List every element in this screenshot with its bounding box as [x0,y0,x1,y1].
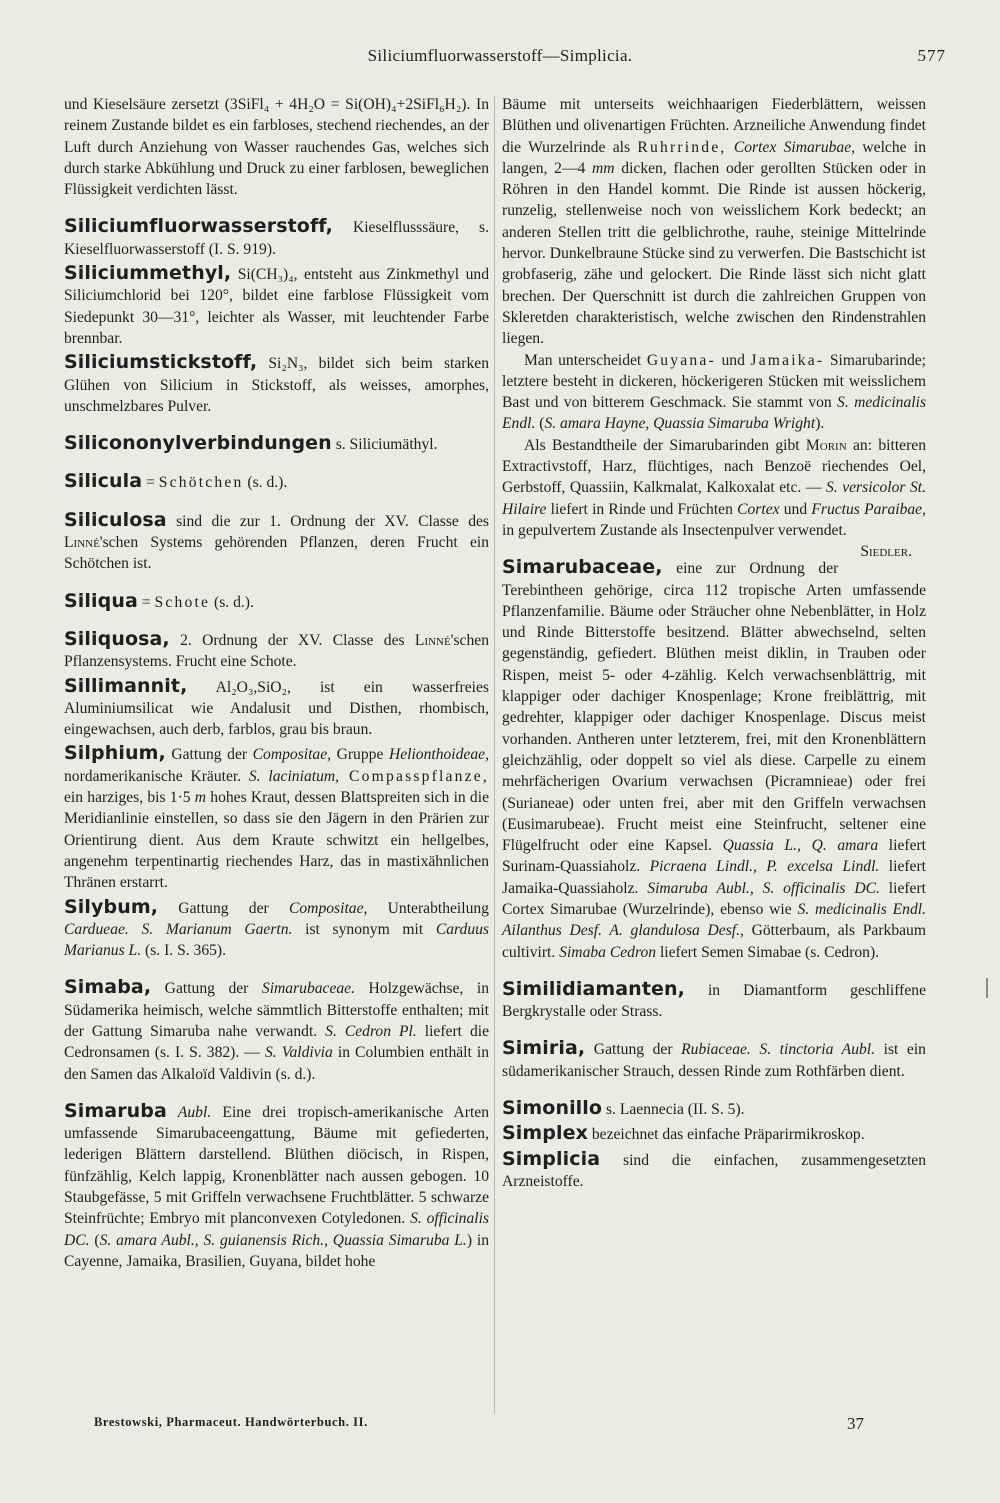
headword: Silicononylverbindungen [64,432,332,455]
entry-silybum: Silybum, Gattung der Compositae, Unterabtheilung Cardueae. S. Marianum Gaertn. ist synonym mit Carduus Marianus L. (s. I. S. 365). [64,895,490,960]
entry-silicononylverbindungen: Silicononylverbindungen s. Siliciumäthyl. [64,432,438,455]
left-column [64,94,489,1272]
headword: Siliciumfluorwasserstoff, [64,215,333,238]
headword: Simaruba [64,1099,167,1122]
author-signature: Siedler. [860,543,912,561]
headword: Simiria, [502,1037,586,1060]
footer-source: Brestowski, Pharmaceut. Handwörterbuch. II. [94,1415,368,1429]
right-column [502,94,926,1192]
entry-simplicia: Simplicia sind die einfachen, zusammengesetzten Arzneistoffe. [502,1147,926,1190]
paragraph-simarubarinde: Man unterscheidet Guyana- und Jamaika- Simarubarinde; letztere besteht in dickeren, höckerigeren Stücken mit weisslichem Bast und von bitterem Geschmack. Sie stammt von S. medicinalis Endl. (S. amara Hayne, Quassia Simaruba Wright). [502,351,927,433]
headword: Sillimannit, [64,674,188,697]
entry-sillimannit: Sillimannit, Al₂O₃,SiO₂, ist ein wasserfreies Aluminiumsilicat wie Andalusit und Disthen, rhombisch, eingewachsen, auch derb, farblos, grau bis braun. [64,674,489,739]
headword: Siliculosa [64,508,167,531]
signature-number: 37 [847,1414,864,1433]
entry-similidiamanten: Similidiamanten, in Diamantform geschliffene Bergkrystalle oder Strass. [502,977,926,1021]
headword: Siliciumstickstoff, [64,351,258,374]
paragraph-bestandtheile: Als Bestandtheile der Simarubarinden gibt Morin an: bitteren Extractivstoff, Harz, flüchtiges, nach Benzoë riechendes Oel, Gerbstoff, Quassiin, Kalkmalat, Kalkoxalat etc. — S. versicolor St. Hilaire liefert in Rinde und Früchten Cortex und Fructus Paraibae, in gepulvertem Zustande als Insectenpulver verwendet. Siedler. [502,435,926,541]
entry-siliculosa: Siliculosa sind die zur 1. Ordnung der XV. Classe des Linné'schen Systems gehörenden Pflanzen, deren Frucht ein Schötchen ist. [64,508,489,573]
entry-simaruba: Simaruba Aubl. Eine drei tropisch-amerikanische Arten umfassende Simarubaceengattung, Bäume mit gefiederten, lederigen Blättern darstellend. Blüthen diöcisch, in Rispen, fünfzählig, Kelch lappig, Kronenblätter nach aussen gebogen. 10 Staubgefässe, 5 mit Griffeln verwachsene Fruchtblätter. 5 schwarze Steinfrüchte; Embryo mit planconvexen Cotyledonen. S. officinalis DC. (S. amara Aubl., S. guianensis Rich., Quassia Simaruba L.) in Cayenne, Jamaika, Brasilien, Guyana, bildet hohe [64,1099,490,1270]
running-title: Siliciumfluorwasserstoff—Simplicia. [367,46,633,65]
headword: Siliciummethyl, [64,262,232,285]
entry-siliciumstickstoff: Siliciumstickstoff, Si₂N₃, bildet sich beim starken Glühen von Silicium in Stickstoff, als weisses, amorphes, unschmelzbares Pulver. [64,351,489,415]
entry-siliqua: Siliqua = Schote (s. d.). [64,589,254,612]
headword: Silphium, [64,742,166,765]
column-divider [494,96,495,1414]
entry-simplex: Simplex bezeichnet das einfache Präparirmikroskop. [502,1122,865,1145]
entry-siliciumfluorwasserstoff: Siliciumfluorwasserstoff, Kieselflusssäure, s. Kieselfluorwasserstoff (I. S. 919). [64,215,489,258]
headword: Simarubaceae, [502,556,663,579]
headword: Siliqua [64,589,138,612]
entry-silphium: Silphium, Gattung der Compositae, Gruppe Helionthoideae, nordamerikanische Kräuter. S. laciniatum, Compasspflanze, ein harziges, bis 1·5 m hohes Kraut, dessen Blattspreiten sich in die Meridianlinie einstellen, so dass sie den Jägern in den Prärien zur Orientirung dient. Aus dem Kraute schwitzt ein hellgelbes, angenehm terpentinartig riechendes Harz, das in mastixähnlichen Thränen erstarrt. [64,742,490,892]
page-number: 577 [917,46,946,65]
entry-simaba: Simaba, Gattung der Simarubaceae. Holzgewächse, in Südamerika heimisch, welche sämmtlich Bitterstoffe enthalten; mit der Gattung Simaruba nahe verwandt. S. Cedron Pl. liefert die Cedronsamen (s. I. S. 382). — S. Valdivia in Columbien enthält in den Samen das Alkaloïd Valdivin (s. d.). [64,976,490,1083]
headword: Siliquosa, [64,627,170,650]
entry-simaruba-continued: Bäume mit unterseits weichhaarigen Fiederblättern, weissen Blüthen und olivenartigen Früchten. Arzneiliche Anwendung findet die Wurzelrinde als Ruhrrinde, Cortex Simarubae, welche in langen, 2—4 mm dicken, flachen oder gerollten Stücken oder in Röhren in den Handel kommt. Die Rinde ist aussen höckerig, runzelig, stellenweise noch von weisslichem Kork bedeckt; an anderen Stellen tritt die gelblichrothe, rauhe, steinige Mittelrinde hervor. Dunkelbraune Stücke sind zu verwerfen. Die Bastschicht ist grobfaserig, zähe und gelockert. Die Rinde lässt sich nicht glatt brechen. Der Querschnitt ist durch die zahlreichen Gruppen von Skleretden charakteristisch, welche zwischen den Rindenstrahlen liegen. [502,96,926,348]
entry-siliquosa: Siliquosa, 2. Ordnung der XV. Classe des Linné'schen Pflanzensystems. Frucht eine Schote. [64,627,489,671]
headword: Silicula [64,470,143,493]
headword: Simplicia [502,1147,601,1170]
entry-simonillo: Simonillo s. Laennecia (II. S. 5). [502,1097,745,1120]
headword: Similidiamanten, [502,977,685,1000]
entry-continuation: und Kieselsäure zersetzt (3SiFl₄ + 4H₂O = Si(OH)₄+2SiFl₆H₂). In reinem Zustande bildet es ein farbloses, stechend riechendes, an der Luft durch Anziehung von Wasser rauchendes Gas, welches sich durch starke Abkühlung und Druck zu einer farblosen, beweglichen Flüssigkeit verdichten lässt. [64,96,489,199]
headword: Simonillo [502,1097,603,1120]
headword: Simaba, [64,976,152,999]
entry-simiria: Simiria, Gattung der Rubiaceae. S. tinctoria Aubl. ist ein südamerikanischer Strauch, dessen Rinde zum Rothfärben dient. [502,1037,926,1080]
entry-simarubaceae: Simarubaceae, eine zur Ordnung der Terebintheen gehörige, circa 112 tropische Arten umfassende Pflanzenfamilie. Bäume oder Sträucher ohne Nebenblätter, in Holz und Rinde Bitterstoffe besitzend. Blätter abwechselnd, selten gegenständig, gefiedert. Blüthen meist diklin, in Trauben oder Rispen, meist 5- oder 4-zählig. Kelch verwachsenblättrig, mit klappiger oder dachiger Knospenlage; Krone freiblättrig, mit gedrehter, klappiger oder dachiger Knospenlage. Discus meist vorhanden. Antheren unter letzterem, frei, mit den Kronenblättern gleichzählig, oder doppelt so viel als diese. Carpelle zu einem mehrfächerigen Ovarium verwachsen (Picramnieae) oder frei (Surianeae) oder unten frei, aber mit den Griffeln verwachsen (Eusimarubeae). Frucht meist eine Steinfrucht, seltener eine Flügelfrucht oder eine Kapsel. Quassia L., Q. amara liefert Surinam-Quassiaholz. Picraena Lindl., P. excelsa Lindl. liefert Jamaika-Quassiaholz. Simaruba Aubl., S. officinalis DC. liefert Cortex Simarubae (Wurzelrinde), ebenso wie S. medicinalis Endl. Ailanthus Desf. A. glandulosa Desf., Götterbaum, als Parkbaum cultivirt. Simaba Cedron liefert Semen Simabae (s. Cedron). [502,556,927,961]
entry-siliciummethyl: Siliciummethyl, Si(CH₃)₄, entsteht aus Zinkmethyl und Siliciumchlorid bei 120°, bildet eine farblose Flüssigkeit vom Siedepunkt 30—31°, leichter als Wasser, mit leuchtender Farbe brennbar. [64,262,489,347]
entry-silicula: Silicula = Schötchen (s. d.). [64,470,288,493]
scan-speck [986,978,988,998]
headword: Simplex [502,1122,588,1145]
headword: Silybum, [64,895,159,918]
